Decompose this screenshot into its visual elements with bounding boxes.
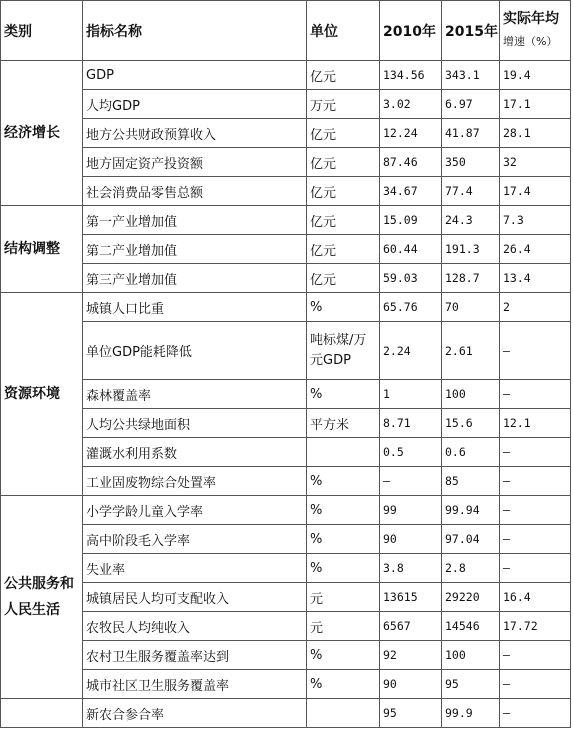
- table-row: [1, 322, 571, 380]
- category-public: 公共服务和人民生活: [1, 496, 83, 699]
- unit-cell: 亿元: [307, 206, 380, 235]
- value-2015: 85: [442, 467, 500, 496]
- value-2015: 77.4: [442, 177, 500, 206]
- table-row: [1, 670, 571, 699]
- table-row: [1, 206, 571, 235]
- growth-cell: –: [500, 670, 571, 699]
- growth-cell: 7.3: [500, 206, 571, 235]
- value-2015: 14546: [442, 612, 500, 641]
- unit-cell: %: [307, 496, 380, 525]
- table-row: [1, 525, 571, 554]
- indicator-name: 第一产业增加值: [83, 206, 307, 235]
- header-growth: [500, 1, 571, 61]
- unit-cell: %: [307, 467, 380, 496]
- value-2015: 15.6: [442, 409, 500, 438]
- header-row: [1, 1, 571, 61]
- indicator-name: 第三产业增加值: [83, 264, 307, 293]
- indicator-name: 农牧民人均纯收入: [83, 612, 307, 641]
- value-2015: 100: [442, 380, 500, 409]
- indicator-name: 高中阶段毛入学率: [83, 525, 307, 554]
- indicator-name: 单位GDP能耗降低: [83, 322, 307, 380]
- table-row: [1, 90, 571, 119]
- indicator-name: 城市社区卫生服务覆盖率: [83, 670, 307, 699]
- header-category: 类别: [1, 1, 83, 61]
- growth-cell: 17.4: [500, 177, 571, 206]
- value-2010: 6567: [380, 612, 442, 641]
- growth-cell: –: [500, 699, 571, 728]
- value-2010: 12.24: [380, 119, 442, 148]
- indicator-name: 失业率: [83, 554, 307, 583]
- table-row: [1, 699, 571, 728]
- growth-cell: 17.1: [500, 90, 571, 119]
- unit-cell: %: [307, 670, 380, 699]
- indicator-name: 人均GDP: [83, 90, 307, 119]
- value-2015: 70: [442, 293, 500, 322]
- indicator-name: 新农合参合率: [83, 699, 307, 728]
- header-growth-sub: 增速（%）: [503, 35, 558, 48]
- table-row: [1, 264, 571, 293]
- growth-cell: 13.4: [500, 264, 571, 293]
- indicator-name: 地方固定资产投资额: [83, 148, 307, 177]
- growth-cell: 28.1: [500, 119, 571, 148]
- value-2010: 2.24: [380, 322, 442, 380]
- growth-cell: –: [500, 554, 571, 583]
- value-2010: 90: [380, 670, 442, 699]
- indicator-name: 城镇人口比重: [83, 293, 307, 322]
- table-row: [1, 409, 571, 438]
- unit-cell: %: [307, 293, 380, 322]
- header-indicator: 指标名称: [83, 1, 307, 61]
- value-2015: 29220: [442, 583, 500, 612]
- table-row: [1, 438, 571, 467]
- growth-cell: –: [500, 525, 571, 554]
- indicator-name: 第二产业增加值: [83, 235, 307, 264]
- unit-cell: 元: [307, 612, 380, 641]
- value-2010: 134.56: [380, 61, 442, 90]
- unit-cell: 元: [307, 583, 380, 612]
- category-economy: 经济增长: [1, 61, 83, 206]
- growth-cell: 32: [500, 148, 571, 177]
- value-2010: 3.02: [380, 90, 442, 119]
- unit-cell: 平方米: [307, 409, 380, 438]
- value-2010: 1: [380, 380, 442, 409]
- header-2010: 2010年: [380, 1, 442, 61]
- value-2010: 3.8: [380, 554, 442, 583]
- indicator-name: 森林覆盖率: [83, 380, 307, 409]
- indicator-name: 工业固废物综合处置率: [83, 467, 307, 496]
- value-2010: –: [380, 467, 442, 496]
- table-row: [1, 61, 571, 90]
- unit-cell: %: [307, 380, 380, 409]
- category-empty: [1, 699, 83, 728]
- table-row: [1, 496, 571, 525]
- value-2010: 15.09: [380, 206, 442, 235]
- value-2015: 99.94: [442, 496, 500, 525]
- growth-cell: –: [500, 380, 571, 409]
- table-row: [1, 119, 571, 148]
- value-2015: 99.9: [442, 699, 500, 728]
- value-2015: 0.6: [442, 438, 500, 467]
- value-2010: 60.44: [380, 235, 442, 264]
- value-2015: 6.97: [442, 90, 500, 119]
- value-2015: 24.3: [442, 206, 500, 235]
- header-2015: 2015年: [442, 1, 500, 61]
- value-2010: 99: [380, 496, 442, 525]
- indicator-name: 地方公共财政预算收入: [83, 119, 307, 148]
- table-row: [1, 380, 571, 409]
- value-2010: 59.03: [380, 264, 442, 293]
- unit-cell: 亿元: [307, 264, 380, 293]
- growth-cell: 17.72: [500, 612, 571, 641]
- value-2010: 0.5: [380, 438, 442, 467]
- indicator-name: GDP: [83, 61, 307, 90]
- value-2015: 97.04: [442, 525, 500, 554]
- value-2015: 95: [442, 670, 500, 699]
- indicator-name: 灌溉水利用系数: [83, 438, 307, 467]
- table-row: [1, 177, 571, 206]
- table-row: [1, 641, 571, 670]
- indicator-name: 农村卫生服务覆盖率达到: [83, 641, 307, 670]
- growth-cell: –: [500, 438, 571, 467]
- indicator-name: 城镇居民人均可支配收入: [83, 583, 307, 612]
- header-growth-main: 实际年均: [503, 11, 559, 27]
- indicator-name: 人均公共绿地面积: [83, 409, 307, 438]
- value-2015: 41.87: [442, 119, 500, 148]
- table-row: [1, 235, 571, 264]
- unit-cell: [307, 699, 380, 728]
- table-row: [1, 554, 571, 583]
- value-2010: 8.71: [380, 409, 442, 438]
- category-environment: 资源环境: [1, 293, 83, 496]
- table-row: [1, 612, 571, 641]
- value-2015: 191.3: [442, 235, 500, 264]
- indicator-name: 社会消费品零售总额: [83, 177, 307, 206]
- value-2010: 90: [380, 525, 442, 554]
- unit-cell: %: [307, 554, 380, 583]
- unit-cell: 亿元: [307, 61, 380, 90]
- table-row: [1, 583, 571, 612]
- value-2015: 2.61: [442, 322, 500, 380]
- value-2010: 92: [380, 641, 442, 670]
- value-2010: 34.67: [380, 177, 442, 206]
- table-row: [1, 467, 571, 496]
- category-structure: 结构调整: [1, 206, 83, 293]
- unit-cell: 亿元: [307, 148, 380, 177]
- value-2015: 343.1: [442, 61, 500, 90]
- header-unit: 单位: [307, 1, 380, 61]
- growth-cell: 19.4: [500, 61, 571, 90]
- growth-cell: –: [500, 496, 571, 525]
- unit-cell: 亿元: [307, 177, 380, 206]
- value-2010: 95: [380, 699, 442, 728]
- value-2015: 100: [442, 641, 500, 670]
- growth-cell: 12.1: [500, 409, 571, 438]
- growth-cell: –: [500, 322, 571, 380]
- value-2010: 87.46: [380, 148, 442, 177]
- value-2010: 65.76: [380, 293, 442, 322]
- unit-cell: 亿元: [307, 235, 380, 264]
- value-2010: 13615: [380, 583, 442, 612]
- value-2015: 128.7: [442, 264, 500, 293]
- unit-cell: 吨标煤/万元GDP: [307, 322, 380, 380]
- unit-cell: [307, 438, 380, 467]
- unit-cell: 亿元: [307, 119, 380, 148]
- table-row: [1, 293, 571, 322]
- growth-cell: 16.4: [500, 583, 571, 612]
- unit-cell: %: [307, 525, 380, 554]
- unit-cell: 万元: [307, 90, 380, 119]
- indicator-name: 小学学龄儿童入学率: [83, 496, 307, 525]
- unit-cell: %: [307, 641, 380, 670]
- growth-cell: 2: [500, 293, 571, 322]
- growth-cell: –: [500, 641, 571, 670]
- growth-cell: –: [500, 467, 571, 496]
- value-2015: 350: [442, 148, 500, 177]
- table-row: [1, 148, 571, 177]
- value-2015: 2.8: [442, 554, 500, 583]
- growth-cell: 26.4: [500, 235, 571, 264]
